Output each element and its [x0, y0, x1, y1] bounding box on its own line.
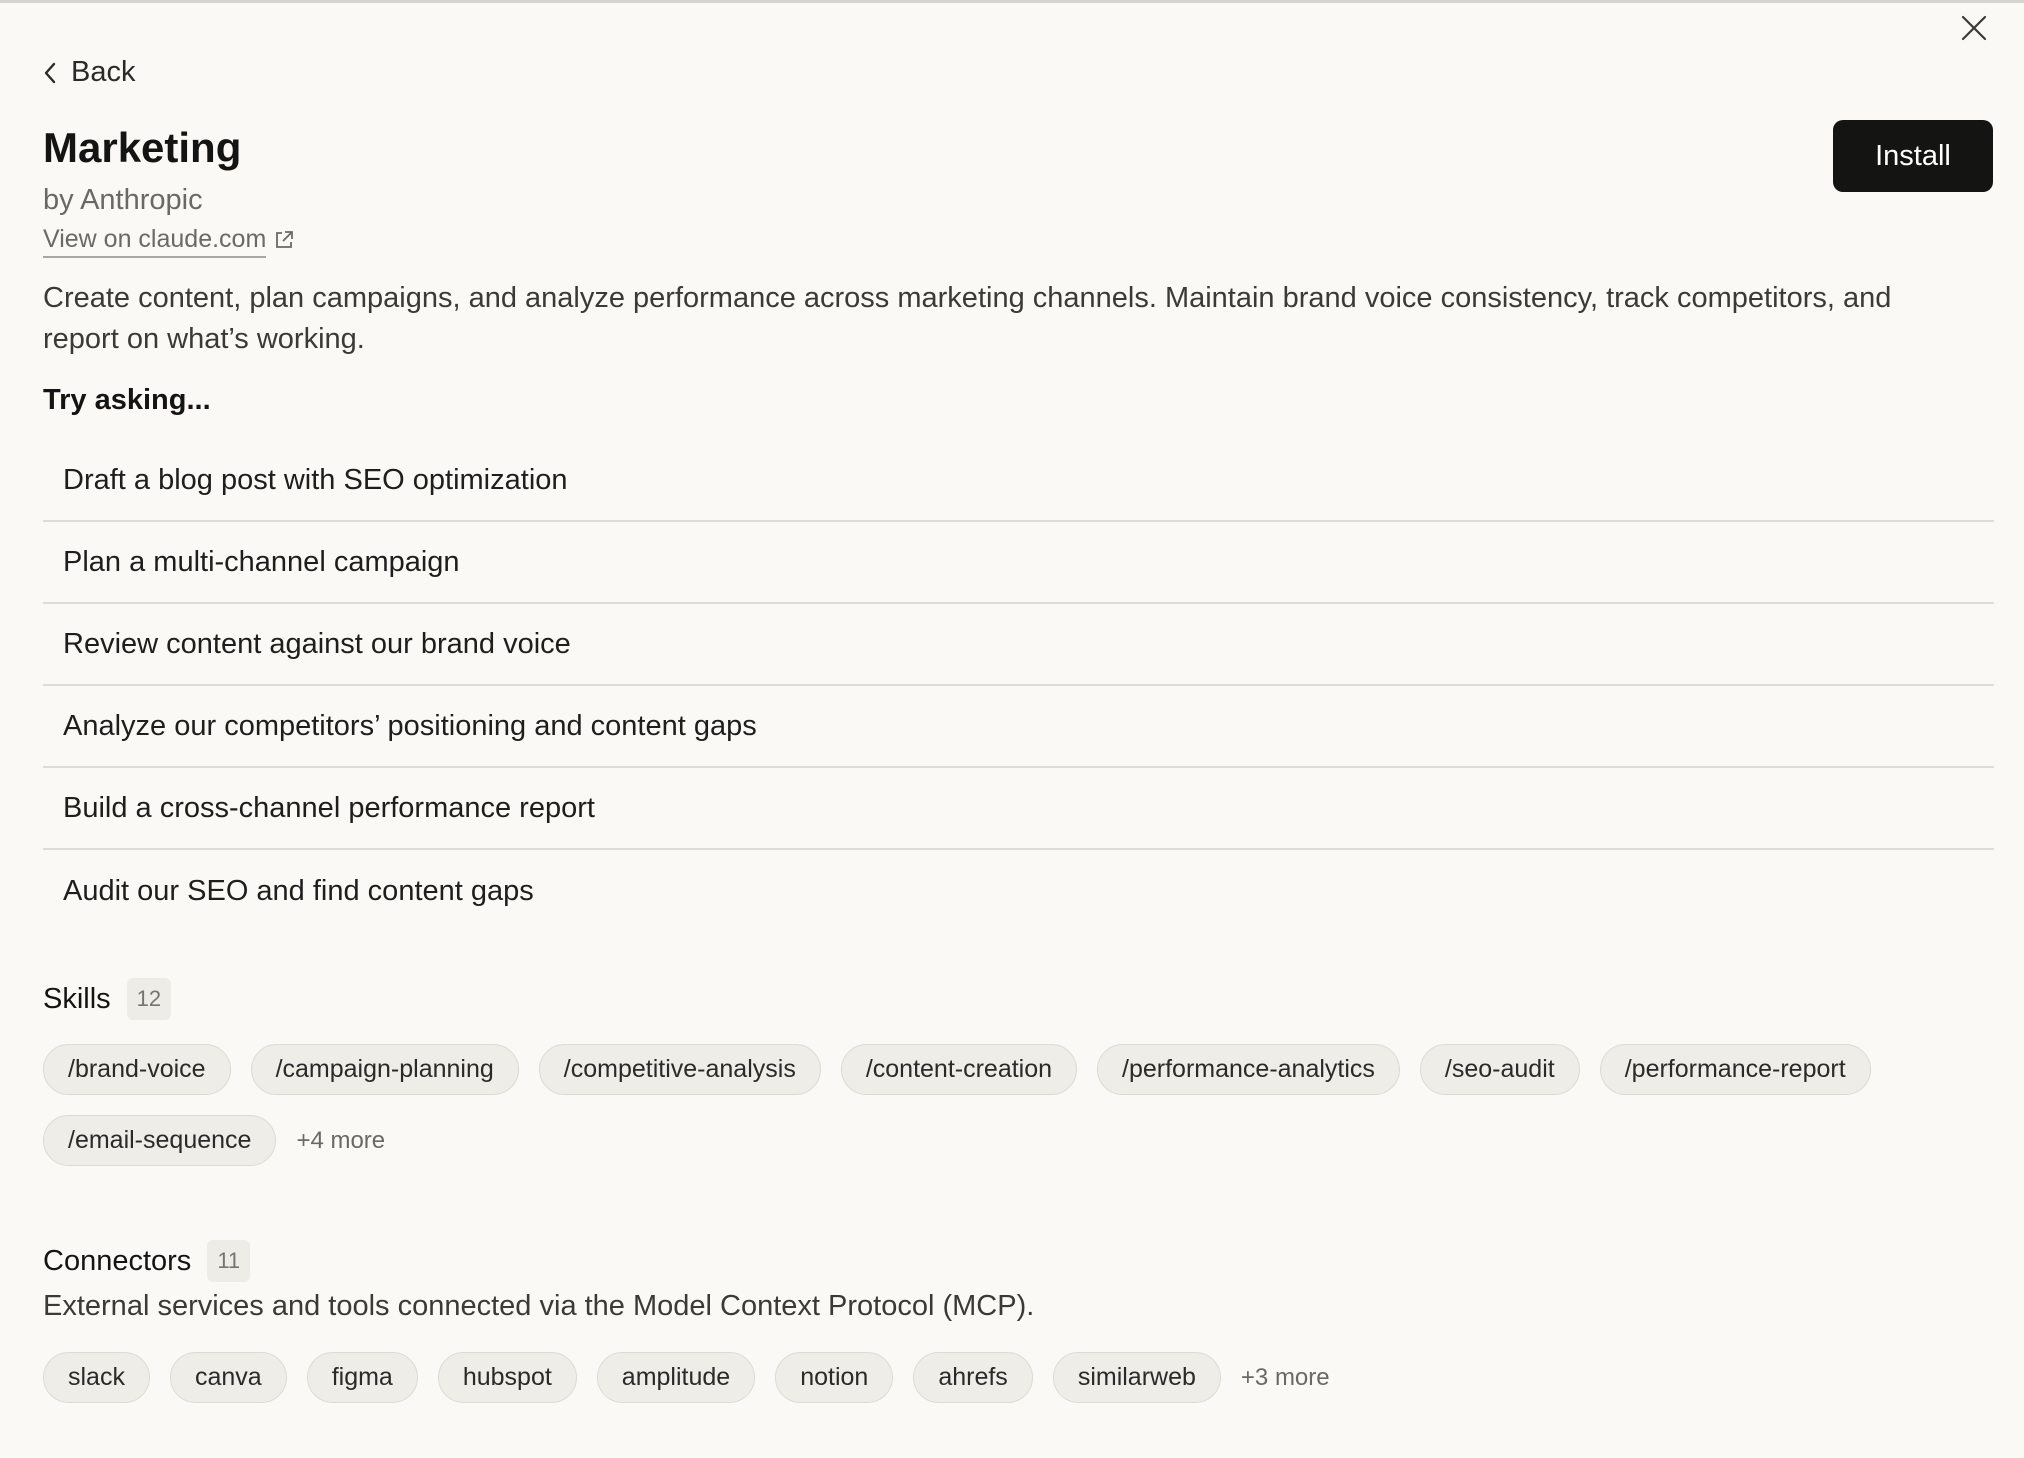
skills-header — [43, 978, 171, 1020]
connector-chip[interactable]: amplitude — [597, 1352, 755, 1403]
skill-chip[interactable]: /seo-audit — [1420, 1044, 1580, 1095]
skills-count-badge: 12 — [127, 978, 171, 1020]
top-divider — [0, 0, 2024, 3]
prompt-list — [43, 440, 1994, 932]
prompt-item[interactable]: Draft a blog post with SEO optimization — [43, 440, 1994, 522]
skills-chip-list — [43, 1044, 1993, 1166]
prompt-item[interactable]: Audit our SEO and find content gaps — [63, 874, 534, 907]
external-link-icon — [274, 230, 294, 250]
connectors-more-link[interactable]: +3 more — [1240, 1363, 1330, 1391]
connector-chip[interactable]: hubspot — [438, 1352, 577, 1403]
view-link-label: View on claude.com — [43, 222, 266, 258]
connectors-description: External services and tools connected via the Model Context Protocol (MCP). — [43, 1290, 1035, 1322]
skills-more-link[interactable]: +4 more — [296, 1126, 386, 1154]
connector-chip[interactable]: ahrefs — [913, 1352, 1032, 1403]
skill-chip[interactable]: /content-creation — [841, 1044, 1077, 1095]
chevron-left-icon — [43, 61, 57, 85]
skill-chip[interactable]: /performance-report — [1600, 1044, 1871, 1095]
author-byline: by Anthropic — [43, 184, 203, 216]
connector-chip[interactable]: slack — [43, 1352, 150, 1403]
skill-chip[interactable]: /performance-analytics — [1097, 1044, 1400, 1095]
install-button[interactable]: Install — [1833, 120, 1993, 192]
connector-chip[interactable]: canva — [170, 1352, 287, 1403]
skills-title: Skills — [43, 982, 111, 1015]
back-label: Back — [71, 56, 136, 88]
connector-chip[interactable]: figma — [307, 1352, 418, 1403]
skill-chip[interactable]: /campaign-planning — [251, 1044, 519, 1095]
connectors-title: Connectors — [43, 1244, 192, 1277]
close-button[interactable] — [1954, 8, 1994, 48]
connectors-header — [43, 1240, 250, 1282]
connectors-chip-list — [43, 1352, 1993, 1403]
page-title: Marketing — [43, 124, 242, 171]
prompt-item[interactable]: Plan a multi-channel campaign — [43, 522, 1994, 604]
skill-chip[interactable]: /email-sequence — [43, 1115, 276, 1166]
connector-chip[interactable]: notion — [775, 1352, 893, 1403]
back-button[interactable] — [43, 56, 135, 89]
prompt-item[interactable]: Review content against our brand voice — [43, 604, 1994, 686]
skill-chip[interactable]: /brand-voice — [43, 1044, 231, 1095]
connectors-count-badge: 11 — [207, 1240, 250, 1282]
connector-chip[interactable]: similarweb — [1053, 1352, 1221, 1403]
view-on-claude-link[interactable] — [43, 222, 294, 258]
plugin-description: Create content, plan campaigns, and analyze performance across marketing channels. Maintain brand voice consistency, track competitors, and report on what’s working. — [43, 282, 1892, 355]
prompt-item[interactable]: Analyze our competitors’ positioning and content gaps — [43, 686, 1994, 768]
prompt-item[interactable]: Build a cross-channel performance report — [43, 768, 1994, 850]
close-icon — [1961, 15, 1987, 41]
skill-chip[interactable]: /competitive-analysis — [539, 1044, 821, 1095]
plugin-header — [43, 118, 1994, 258]
try-asking-heading: Try asking... — [43, 384, 211, 416]
